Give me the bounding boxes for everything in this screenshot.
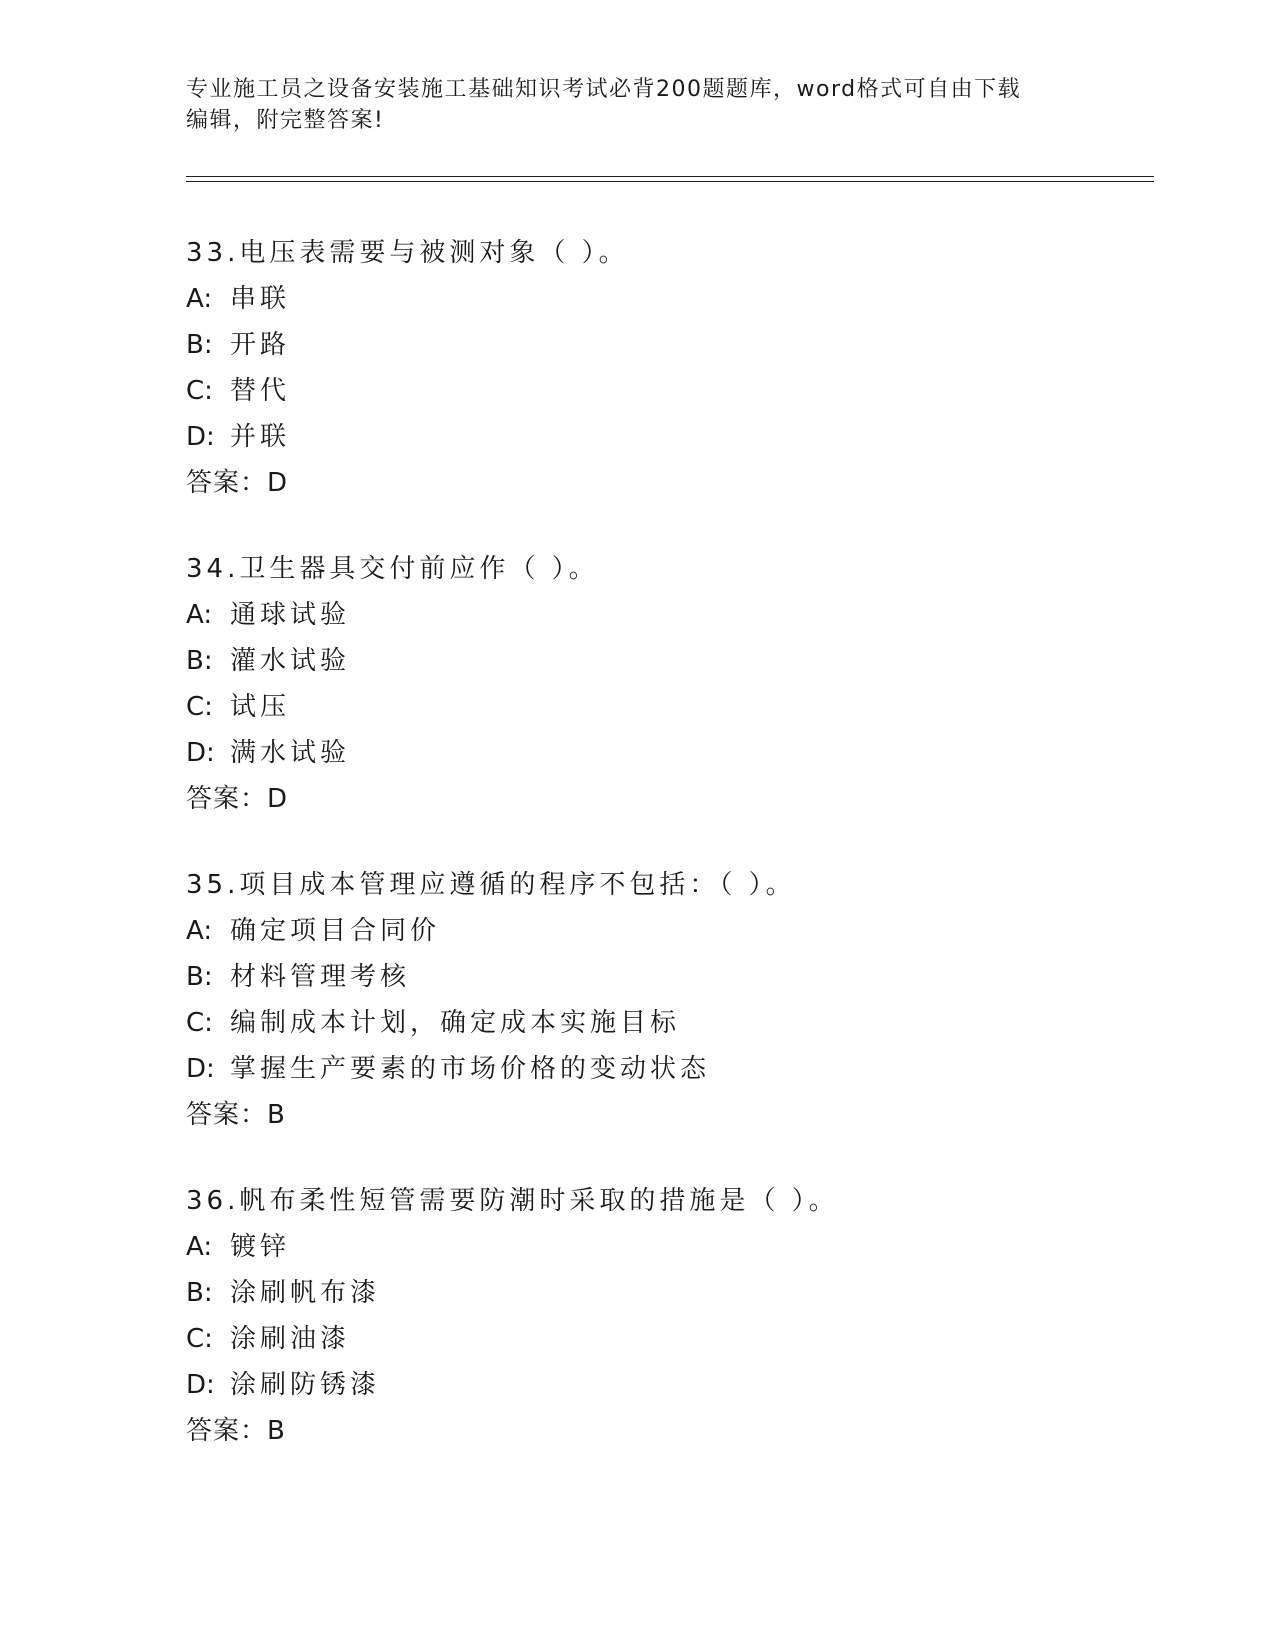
option-b bbox=[186, 1270, 1136, 1316]
option-key: D: bbox=[186, 422, 215, 452]
option-text: 材料管理考核 bbox=[230, 962, 411, 992]
option-text: 掌握生产要素的市场价格的变动状态 bbox=[230, 1054, 711, 1084]
option-a bbox=[186, 1224, 1136, 1270]
option-key: C: bbox=[186, 692, 213, 722]
option-text: 编制成本计划，确定成本实施目标 bbox=[230, 1008, 681, 1038]
option-d bbox=[186, 1046, 1136, 1092]
option-text: 替代 bbox=[230, 376, 291, 406]
answer-line: 答案：B bbox=[186, 1100, 286, 1130]
question-36 bbox=[186, 1178, 1136, 1454]
option-key: B: bbox=[186, 1278, 213, 1308]
option-text: 通球试验 bbox=[230, 600, 351, 630]
option-b bbox=[186, 322, 1136, 368]
option-key: A: bbox=[186, 600, 213, 630]
option-key: C: bbox=[186, 376, 213, 406]
option-text: 并联 bbox=[230, 422, 291, 452]
option-c bbox=[186, 368, 1136, 414]
option-text: 满水试验 bbox=[230, 738, 351, 768]
option-text: 涂刷油漆 bbox=[230, 1324, 351, 1354]
option-key: A: bbox=[186, 284, 213, 314]
option-key: D: bbox=[186, 1370, 215, 1400]
option-c bbox=[186, 684, 1136, 730]
option-text: 串联 bbox=[230, 284, 291, 314]
question-stem: 33.电压表需要与被测对象（ ）。 bbox=[186, 238, 629, 268]
answer-line: 答案：B bbox=[186, 1416, 286, 1446]
option-key: D: bbox=[186, 1054, 215, 1084]
option-a bbox=[186, 592, 1136, 638]
option-key: C: bbox=[186, 1324, 213, 1354]
option-key: A: bbox=[186, 1232, 213, 1262]
option-d bbox=[186, 414, 1136, 460]
option-text: 涂刷帆布漆 bbox=[230, 1278, 381, 1308]
question-stem: 35.项目成本管理应遵循的程序不包括：（ ）。 bbox=[186, 870, 796, 900]
option-b bbox=[186, 954, 1136, 1000]
document-header bbox=[186, 74, 1086, 136]
question-35 bbox=[186, 862, 1136, 1138]
option-key: B: bbox=[186, 330, 213, 360]
option-text: 确定项目合同价 bbox=[230, 916, 441, 946]
question-stem: 34.卫生器具交付前应作（ ）。 bbox=[186, 554, 599, 584]
option-text: 试压 bbox=[230, 692, 291, 722]
question-33 bbox=[186, 230, 1136, 506]
option-key: D: bbox=[186, 738, 215, 768]
question-34 bbox=[186, 546, 1136, 822]
option-key: A: bbox=[186, 916, 213, 946]
header-line-2: 编辑，附完整答案! bbox=[186, 108, 385, 133]
header-divider-bottom bbox=[186, 181, 1154, 182]
answer-line: 答案：D bbox=[186, 784, 289, 814]
option-text: 灌水试验 bbox=[230, 646, 351, 676]
option-key: C: bbox=[186, 1008, 213, 1038]
header-divider-top bbox=[186, 176, 1154, 177]
option-text: 开路 bbox=[230, 330, 291, 360]
option-c bbox=[186, 1316, 1136, 1362]
option-text: 镀锌 bbox=[230, 1232, 291, 1262]
option-d bbox=[186, 1362, 1136, 1408]
option-key: B: bbox=[186, 646, 213, 676]
option-a bbox=[186, 276, 1136, 322]
option-d bbox=[186, 730, 1136, 776]
answer-line: 答案：D bbox=[186, 468, 289, 498]
header-line-1: 专业施工员之设备安装施工基础知识考试必背200题题库，word格式可自由下载 bbox=[186, 77, 1022, 102]
option-b bbox=[186, 638, 1136, 684]
option-c bbox=[186, 1000, 1136, 1046]
option-a bbox=[186, 908, 1136, 954]
option-text: 涂刷防锈漆 bbox=[230, 1370, 381, 1400]
question-stem: 36.帆布柔性短管需要防潮时采取的措施是（ ）。 bbox=[186, 1186, 839, 1216]
option-key: B: bbox=[186, 962, 213, 992]
